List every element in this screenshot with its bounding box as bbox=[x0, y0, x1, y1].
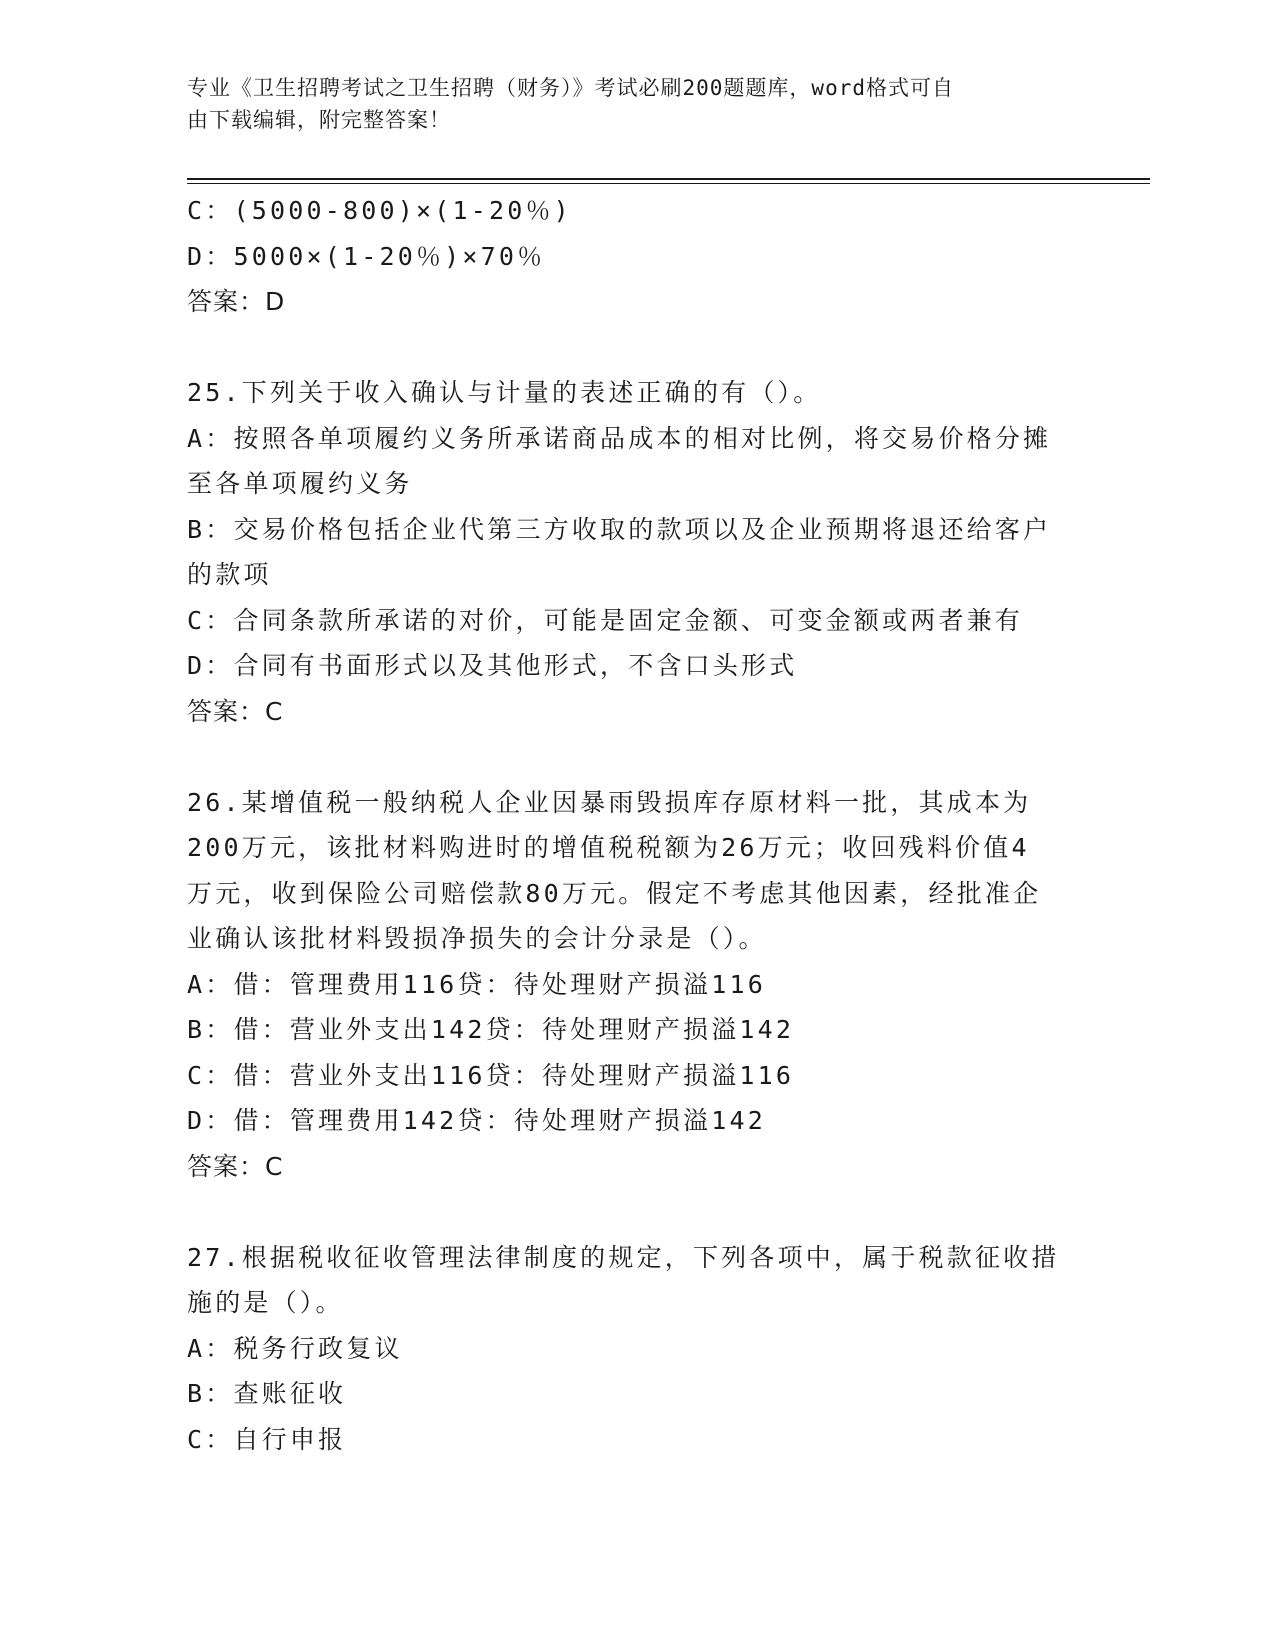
answer-line: 答案：C bbox=[187, 696, 284, 726]
question-stem: 25.下列关于收入确认与计量的表述正确的有（）。 bbox=[187, 378, 822, 407]
option-line: C：(5000-800)×(1-20％) bbox=[187, 196, 572, 225]
document-header bbox=[187, 72, 1067, 136]
question-block bbox=[187, 370, 1087, 734]
option-line: C：自行申报 bbox=[187, 1424, 347, 1454]
option-line: A：借：管理费用116贷：待处理财产损溢116 bbox=[187, 969, 766, 999]
question-stem: 26.某增值税一般纳税人企业因暴雨毁损库存原材料一批，其成本为 bbox=[187, 787, 1032, 817]
question-stem: 万元，收到保险公司赔偿款80万元。假定不考虑其他因素，经批准企 bbox=[187, 878, 1042, 908]
header-line-2: 由下载编辑，附完整答案！ bbox=[187, 108, 451, 132]
answer-line: 答案：D bbox=[187, 287, 286, 316]
option-line: 的款项 bbox=[187, 560, 272, 589]
option-line: D：借：管理费用142贷：待处理财产损溢142 bbox=[187, 1106, 766, 1135]
option-line: B：借：营业外支出142贷：待处理财产损溢142 bbox=[187, 1015, 795, 1044]
header-rule-thin bbox=[187, 183, 1150, 184]
option-line: B：查账征收 bbox=[187, 1379, 347, 1408]
option-line: A：税务行政复议 bbox=[187, 1333, 403, 1363]
option-line: C：合同条款所承诺的对价，可能是固定金额、可变金额或两者兼有 bbox=[187, 605, 1024, 635]
answer-line: 答案：C bbox=[187, 1151, 284, 1181]
header-rule-thick bbox=[187, 178, 1150, 180]
question-stem: 27.根据税收征收管理法律制度的规定，下列各项中，属于税款征收措 bbox=[187, 1242, 1060, 1272]
question-stem: 施的是（）。 bbox=[187, 1288, 344, 1317]
question-block bbox=[187, 1235, 1087, 1463]
option-line: B：交易价格包括企业代第三方收取的款项以及企业预期将退还给客户 bbox=[187, 514, 1052, 544]
option-line: A：按照各单项履约义务所承诺商品成本的相对比例，将交易价格分摊 bbox=[187, 423, 1052, 453]
header-line-1: 专业《卫生招聘考试之卫生招聘（财务）》考试必刷200题题库，word格式可自 bbox=[187, 76, 954, 100]
document-body bbox=[187, 188, 1087, 1462]
question-stem: 业确认该批材料毁损净损失的会计分录是（）。 bbox=[187, 924, 767, 953]
option-line: 至各单项履约义务 bbox=[187, 469, 413, 498]
question-stem: 200万元，该批材料购进时的增值税税额为26万元；收回残料价值4 bbox=[187, 833, 1030, 862]
option-line: D：合同有书面形式以及其他形式，不含口头形式 bbox=[187, 651, 798, 680]
question-block bbox=[187, 780, 1087, 1190]
option-line: C：借：营业外支出116贷：待处理财产损溢116 bbox=[187, 1060, 795, 1090]
spacer bbox=[187, 734, 1087, 780]
option-line: D：5000×(1-20％)×70％ bbox=[187, 241, 546, 271]
spacer bbox=[187, 325, 1087, 371]
spacer bbox=[187, 1189, 1087, 1235]
